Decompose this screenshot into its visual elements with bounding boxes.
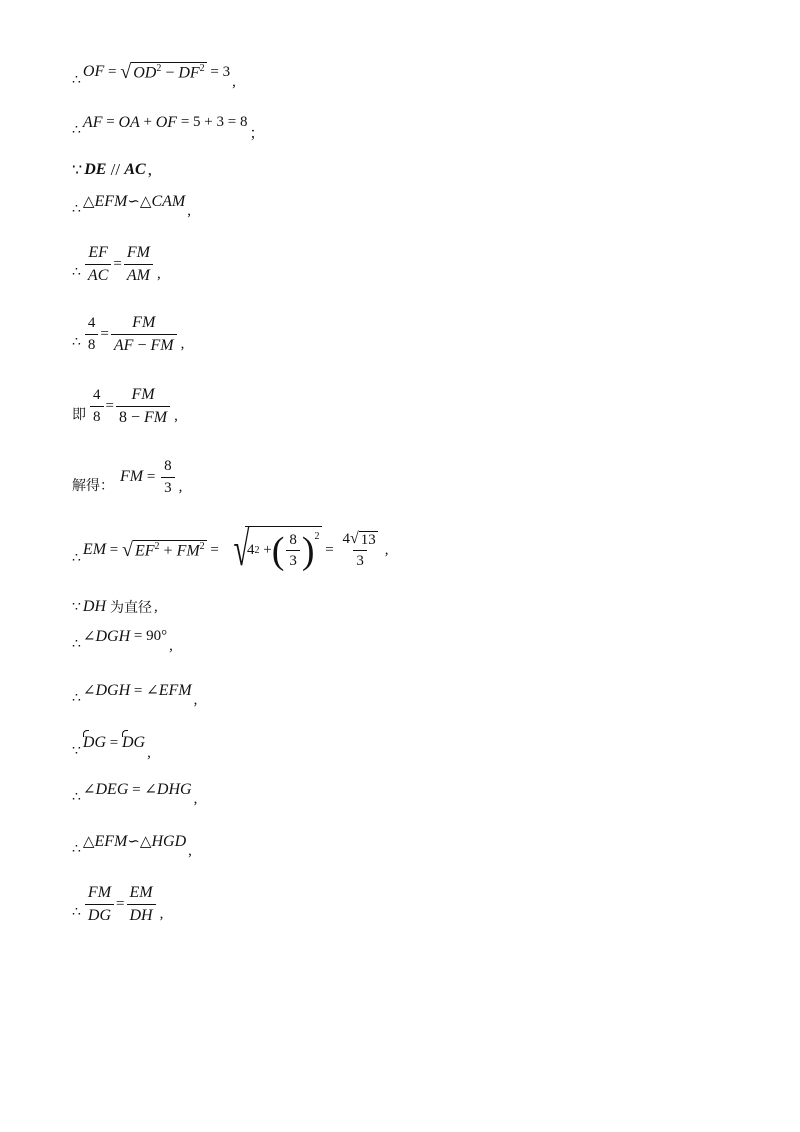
line-angle-dgh-90: ∴ ∠ DGH = 90° ,: [72, 627, 173, 654]
line-similar-triangles-2: ∴ △ EFM ∽△ HGD ,: [72, 832, 192, 859]
line-em-length: ∴ EM = √ $EF^2 + FM^2$ = √ 4 2 + ( $\frac{8}{3}$ ) $^2$ = 4 √ 13 3 ,: [72, 523, 389, 576]
line-of-length: ∴ OF = √ $OD^2 - DF^2$ = 3 ,: [72, 61, 236, 90]
sqrt-expression: √ $OD^2 - DF^2$: [120, 61, 205, 83]
line-de-parallel-ac: ∵ DE // AC ,: [72, 160, 152, 179]
line-ratio-1: ∴ $\frac{EF}{AC}$ = $\frac{FM}{AM}$ ,: [72, 244, 161, 284]
line-ratio-4: ∴ $\frac{FM}{DG}$ = $\frac{EM}{DH}$ ,: [72, 884, 164, 924]
line-solve-fm: 解得： FM = $\frac{8}{3}$ ,: [72, 458, 183, 496]
line-angle-equal-2: ∴ ∠ DEG = ∠ DHG ,: [72, 780, 198, 807]
line-angle-equal-1: ∴ ∠ DGH = ∠ EFM ,: [72, 681, 198, 708]
line-arc-dg-equal: ∵ DG = DG ,: [72, 734, 151, 761]
line-dh-diameter: ∵ DH 为直径 ,: [72, 598, 158, 616]
line-af-length: ∴ AF = OA + OF = 5 + 3 = 8 ；: [72, 113, 265, 142]
line-ratio-2: ∴ $\frac{4}{8}$ = $\frac{FM}{AF - FM}$ ,: [72, 314, 185, 354]
line-similar-triangles-1: ∴ △ EFM ∽△ CAM ,: [72, 192, 191, 219]
line-ratio-3: 即 $\frac{4}{8}$ = $\frac{FM}{8 - FM}$ ,: [72, 386, 178, 426]
